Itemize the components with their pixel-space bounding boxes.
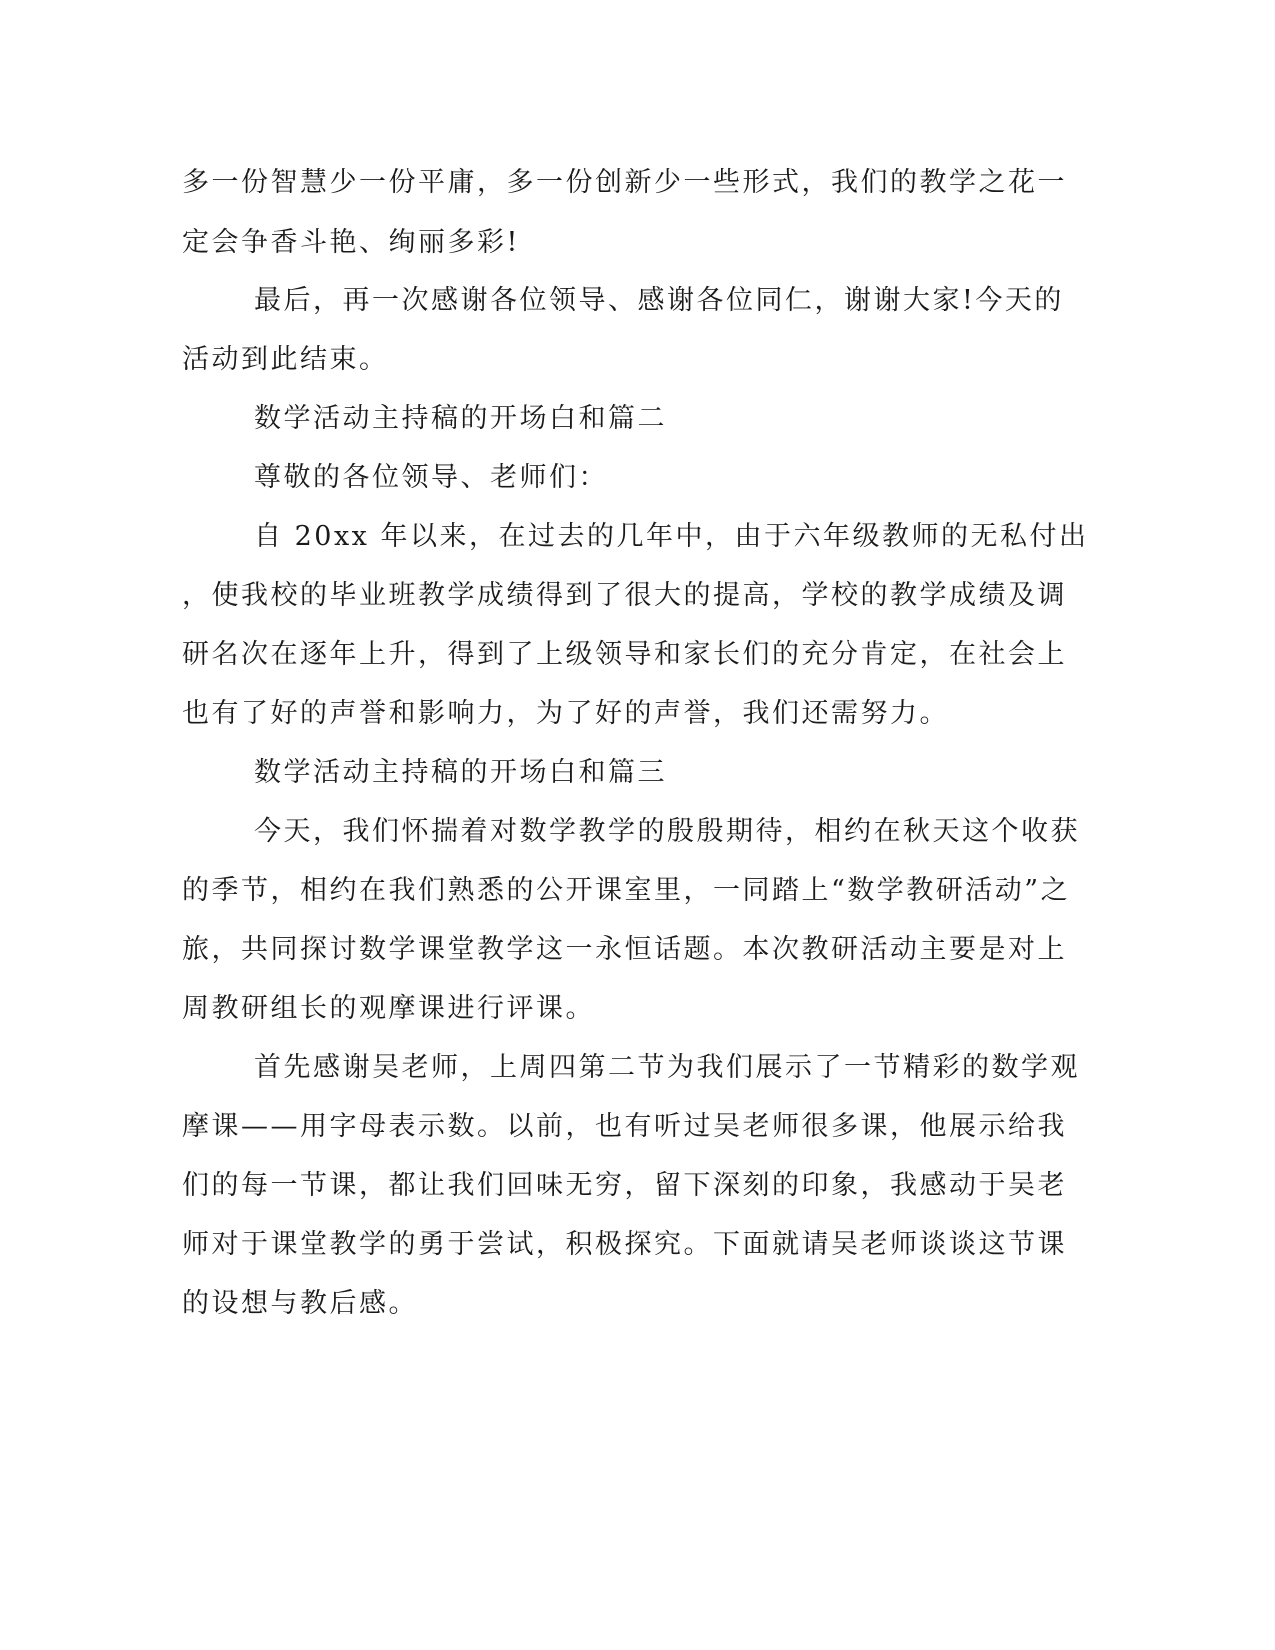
section-heading: 数学活动主持稿的开场白和篇三	[254, 757, 667, 788]
text-line: 的季节，相约在我们熟悉的公开课室里，一同踏上“数学教研活动”之	[182, 875, 1071, 906]
text-line: 自 20xx 年以来，在过去的几年中，由于六年级教师的无私付出	[254, 521, 1089, 552]
text-line: 定会争香斗艳、绚丽多彩!	[182, 227, 520, 258]
text-line: 最后，再一次感谢各位领导、感谢各位同仁，谢谢大家!今天的	[254, 285, 1064, 316]
text-line: 旅，共同探讨数学课堂教学这一永恒话题。本次教研活动主要是对上	[182, 934, 1067, 965]
section-heading: 数学活动主持稿的开场白和篇二	[254, 403, 667, 434]
text-line: 的设想与教后感。	[182, 1288, 418, 1319]
text-line: 多一份智慧少一份平庸，多一份创新少一些形式，我们的教学之花一	[182, 167, 1067, 198]
text-line: 活动到此结束。	[182, 344, 389, 375]
text-line: 摩课——用字母表示数。以前，也有听过吴老师很多课，他展示给我	[182, 1111, 1067, 1142]
text-line: 研名次在逐年上升，得到了上级领导和家长们的充分肯定，在社会上	[182, 639, 1067, 670]
text-line: 周教研组长的观摩课进行评课。	[182, 993, 595, 1024]
text-line: 也有了好的声誉和影响力，为了好的声誉，我们还需努力。	[182, 698, 949, 729]
salutation: 尊敬的各位领导、老师们：	[254, 462, 608, 493]
text-line: 们的每一节课，都让我们回味无穷，留下深刻的印象，我感动于吴老	[182, 1170, 1067, 1201]
text-line: 师对于课堂教学的勇于尝试，积极探究。下面就请吴老师谈谈这节课	[182, 1229, 1067, 1260]
text-line: 首先感谢吴老师，上周四第二节为我们展示了一节精彩的数学观	[254, 1052, 1080, 1083]
text-line: ，使我校的毕业班教学成绩得到了很大的提高，学校的教学成绩及调	[182, 580, 1067, 611]
text-line: 今天，我们怀揣着对数学教学的殷殷期待，相约在秋天这个收获	[254, 816, 1080, 847]
